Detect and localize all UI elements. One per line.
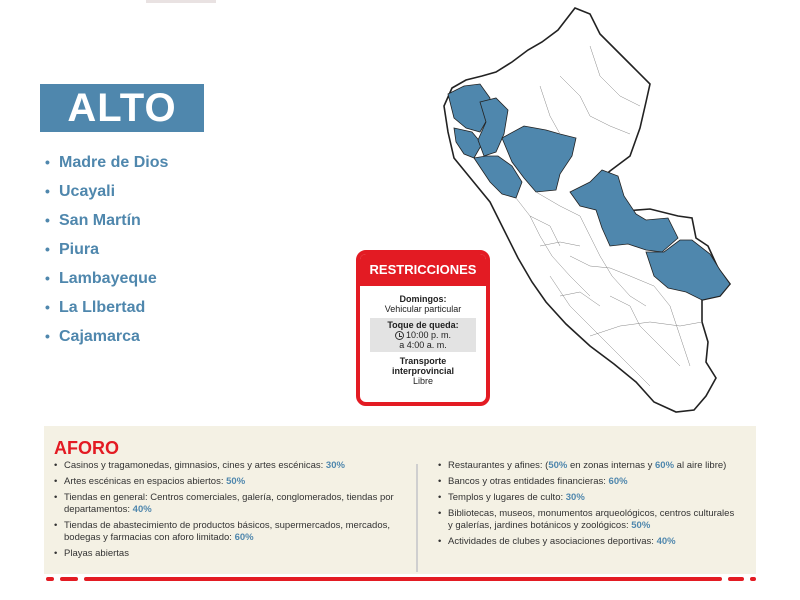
list-item <box>45 150 168 179</box>
aforo-item-text: Templos y lugares de culto: <box>448 492 566 503</box>
list-item <box>54 492 394 516</box>
sunday-block <box>360 294 486 314</box>
region-label: Cajamarca <box>59 328 140 345</box>
curfew-block <box>370 318 476 352</box>
restrictions-card <box>356 250 490 406</box>
alert-level-badge: ALTO <box>40 84 204 132</box>
list-item <box>54 476 394 488</box>
aforo-panel <box>44 426 756 574</box>
aforo-item-percent: 60% <box>234 532 254 543</box>
curfew-time-row <box>370 330 476 340</box>
curfew-value-start: 10:00 p. m. <box>405 330 452 340</box>
list-item <box>45 266 168 295</box>
list-item <box>45 208 168 237</box>
bullet-icon: • <box>45 241 50 257</box>
list-item <box>45 179 168 208</box>
bullet-icon: • <box>45 270 50 286</box>
region-label: Madre de Dios <box>59 154 169 171</box>
aforo-item-percent: 50% <box>548 460 568 471</box>
list-item <box>438 460 738 472</box>
transport-label-2: interprovincial <box>391 366 454 376</box>
list-item <box>54 520 394 544</box>
aforo-item-text: en zonas internas y <box>567 460 656 471</box>
transport-block <box>360 356 486 386</box>
clock-icon <box>395 331 404 340</box>
aforo-item-percent: 40% <box>656 536 676 547</box>
list-item <box>54 548 394 560</box>
aforo-item-text: al aire libre) <box>674 460 727 471</box>
bullet-icon: • <box>45 299 50 315</box>
region-label: Piura <box>59 241 100 258</box>
list-item <box>45 324 168 353</box>
sunday-value: Vehicular particular <box>384 304 462 314</box>
list-item <box>438 508 738 532</box>
aforo-list-right <box>438 460 738 552</box>
aforo-item-percent: 60% <box>655 460 675 471</box>
transport-value: Libre <box>412 376 433 386</box>
list-item <box>54 460 394 472</box>
aforo-item-text: Bancos y otras entidades financieras: <box>448 476 609 487</box>
list-item <box>438 536 738 548</box>
footer-line <box>84 577 722 581</box>
aforo-item-percent: 30% <box>565 492 585 503</box>
aforo-item-text: Tiendas en general: Centros comerciales, galería, conglomerados, tiendas por departamentos: <box>64 492 394 515</box>
footer-dash <box>46 577 54 581</box>
curfew-value-end: a 4:00 a. m. <box>399 340 447 350</box>
aforo-item-text: Tiendas de abastecimiento de productos básicos, supermercados, mercados, bodegas y farmacias con aforo limitado: <box>64 520 390 543</box>
aforo-item-text: Artes escénicas en espacios abiertos: <box>64 476 227 487</box>
bullet-icon: • <box>45 183 50 199</box>
footer-dash <box>60 577 78 581</box>
curfew-label: Toque de queda: <box>387 320 459 330</box>
list-item <box>438 492 738 504</box>
aforo-item-text: Bibliotecas, museos, monumentos arqueológicos, centros culturales y galerías, jardines botánicos y zoológicos: <box>448 508 735 531</box>
aforo-item-percent: 60% <box>608 476 628 487</box>
bullet-icon: • <box>45 212 50 228</box>
aforo-item-text: Casinos y tragamonedas, gimnasios, cines y artes escénicas: <box>64 460 326 471</box>
aforo-item-percent: 30% <box>325 460 345 471</box>
aforo-item-text: Actividades de clubes y asociaciones deportivas: <box>448 536 657 547</box>
region-label: San Martín <box>59 212 141 229</box>
aforo-list-left <box>54 460 394 564</box>
list-item <box>45 237 168 266</box>
region-label: La Llbertad <box>59 299 146 316</box>
bullet-icon: • <box>45 328 50 344</box>
region-label: Ucayali <box>59 183 116 200</box>
top-decoration <box>146 0 216 3</box>
aforo-item-percent: 50% <box>226 476 246 487</box>
sunday-label: Domingos: <box>399 294 447 304</box>
region-list <box>45 150 168 353</box>
bullet-icon: • <box>45 154 50 170</box>
list-item <box>45 295 168 324</box>
region-label: Lambayeque <box>59 270 157 287</box>
footer-dash <box>728 577 744 581</box>
aforo-item-text: Playas abiertas <box>64 548 129 559</box>
restrictions-title: RESTRICCIONES <box>360 254 486 286</box>
aforo-item-percent: 40% <box>132 504 152 515</box>
aforo-item-text: Restaurantes y afines: ( <box>448 460 549 471</box>
list-item <box>438 476 738 488</box>
footer-dash <box>750 577 756 581</box>
column-divider <box>416 464 418 572</box>
transport-label-1: Transporte <box>399 356 447 366</box>
aforo-item-percent: 50% <box>631 520 651 531</box>
aforo-title: AFORO <box>54 438 119 458</box>
